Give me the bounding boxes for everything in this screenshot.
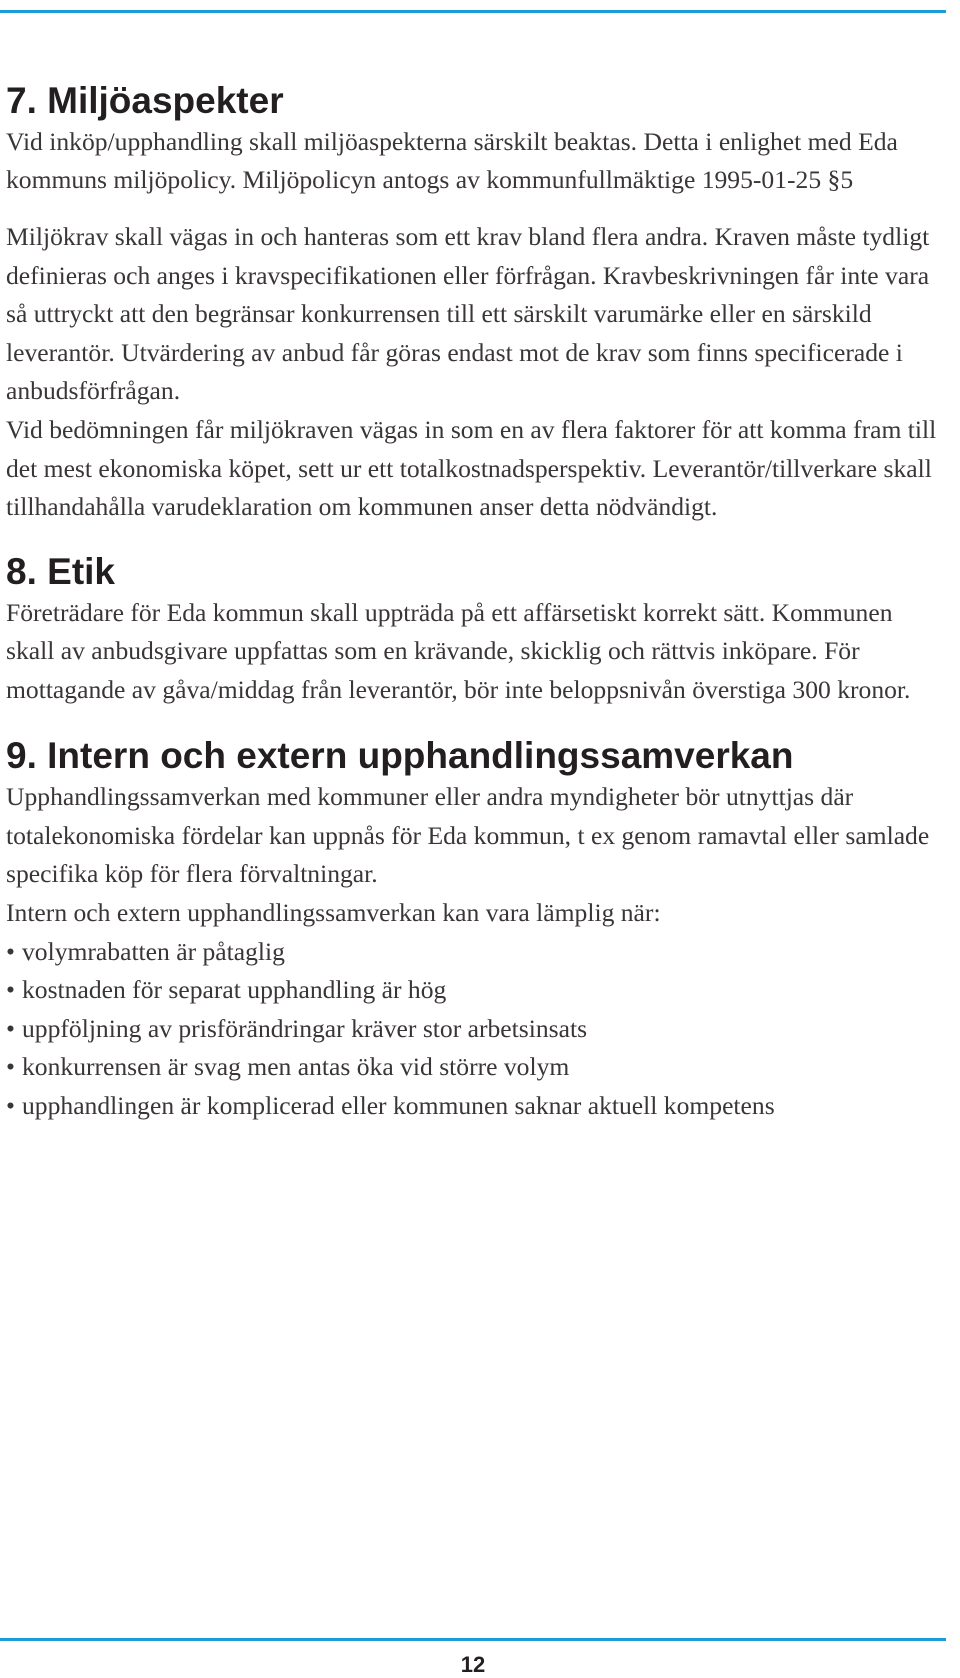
- section-etik: [6, 550, 941, 710]
- paragraph: Vid bedömningen får miljökraven vägas in som en av flera faktorer för att komma fram till det mest ekonomiska köpet, sett ur ett totalkostnadsperspektiv. Leverantör/tillverkare skall tillhandahålla varudeklaration om kommunen anser detta nödvändigt.: [6, 415, 937, 522]
- bullet-item: • konkurrensen är svag men antas öka vid större volym: [6, 1048, 941, 1087]
- paragraph: Företrädare för Eda kommun skall uppträda på ett affärsetiskt korrekt sätt. Kommunen skall av anbudsgivare uppfattas som en krävande, skicklig och rättvis inköpare. För mottagande av gåva/middag från leverantör, bör inte beloppsnivån överstiga 300 kronor.: [6, 597, 911, 704]
- bullet-item: • volymrabatten är påtaglig: [6, 933, 941, 972]
- paragraph: Upphandlingssamverkan med kommuner eller andra myndigheter bör utnyttjas där totalekonomiska fördelar kan uppnås för Eda kommun, t ex genom ramavtal eller samlade specifika köp för flera förvaltningar.: [6, 782, 930, 889]
- section-heading: 7. Miljöaspekter: [6, 80, 284, 121]
- section-heading: 9. Intern och extern upphandlingssamverkan: [6, 735, 794, 777]
- page-content: [6, 82, 941, 1126]
- section-heading: 8. Etik: [6, 550, 115, 592]
- section-upphandlingssamverkan: [6, 737, 941, 1125]
- bottom-rule: [0, 1638, 946, 1641]
- top-rule: [0, 10, 946, 13]
- paragraph: Intern och extern upphandlingssamverkan kan vara lämplig när:: [6, 898, 661, 928]
- bullet-item: • kostnaden för separat upphandling är hög: [6, 971, 941, 1010]
- section-miljoaspekter: [6, 82, 941, 527]
- paragraph: Vid inköp/upphandling skall miljöaspekterna särskilt beaktas. Detta i enlighet med Eda kommuns miljöpolicy. Miljöpolicyn antogs av kommunfullmäktige 1995-01-25 §5: [6, 126, 898, 195]
- paragraph: Miljökrav skall vägas in och hanteras som ett krav bland flera andra. Kraven måste tydligt definieras och anges i kravspecifikationen eller förfrågan. Kravbeskrivningen får inte vara så uttryckt att den begränsar konkurrensen till ett särskilt varumärke eller en särskild leverantör. Utvärdering av anbud får göras endast mot de krav som finns specificerade i anbudsförfrågan.: [6, 222, 930, 406]
- page-number: 12: [460, 1652, 486, 1677]
- bullet-item: • upphandlingen är komplicerad eller kommunen saknar aktuell kompetens: [6, 1087, 941, 1126]
- bullet-item: • uppföljning av prisförändringar kräver stor arbetsinsats: [6, 1010, 941, 1049]
- bullet-list: [6, 933, 941, 1126]
